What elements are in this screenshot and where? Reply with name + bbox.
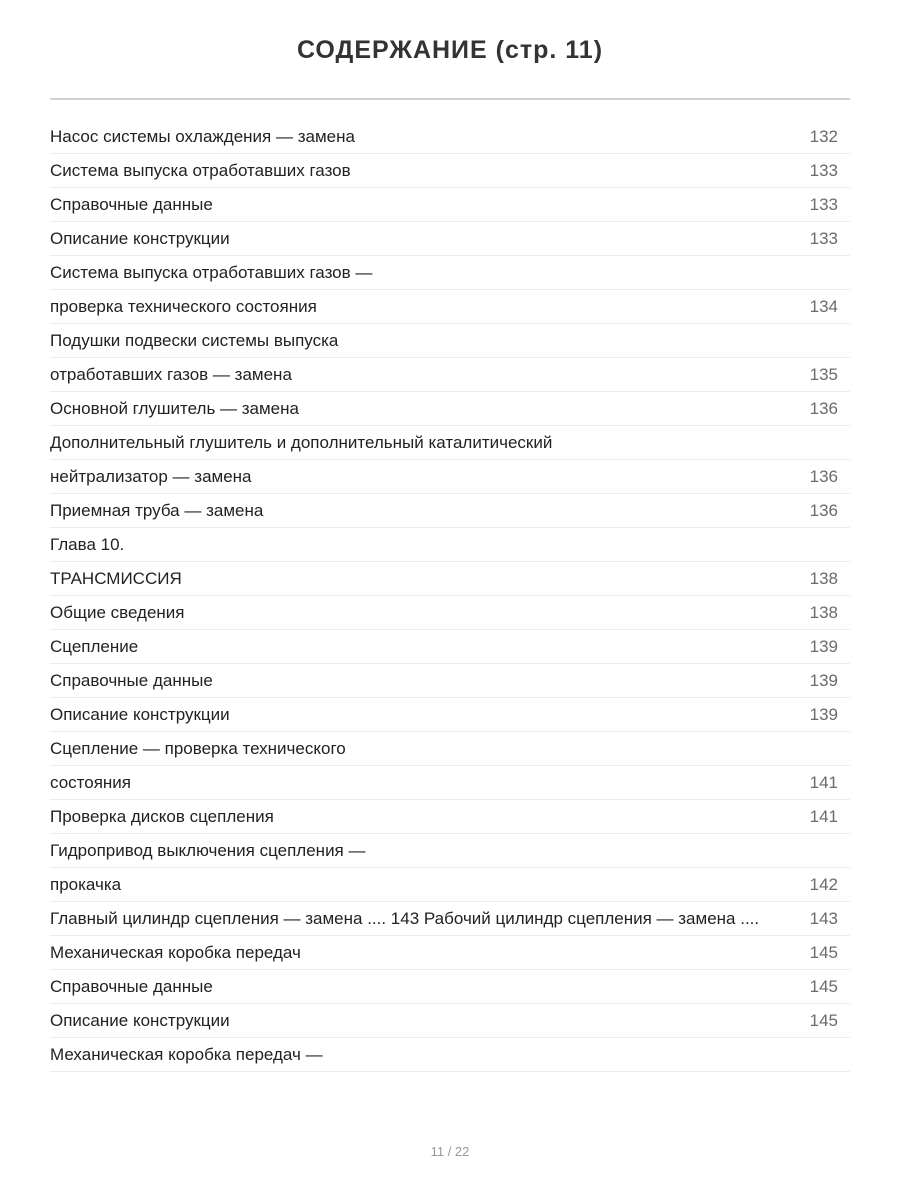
toc-entry (50, 154, 850, 188)
toc-entry-page-number: 133 (809, 194, 838, 214)
toc-entry (50, 1004, 850, 1038)
toc-entry-page-number: 133 (809, 160, 838, 180)
toc-entry (50, 290, 850, 324)
toc-entry (50, 596, 850, 630)
table-of-contents (50, 120, 850, 1072)
toc-entry-page-number: 136 (809, 500, 838, 520)
toc-entry (50, 460, 850, 494)
toc-entry (50, 528, 850, 562)
toc-entry-title: состояния (50, 772, 131, 792)
toc-entry-title: Описание конструкции (50, 1010, 230, 1030)
toc-entry (50, 664, 850, 698)
toc-entry-title: проверка технического состояния (50, 296, 317, 316)
toc-entry (50, 494, 850, 528)
toc-entry-title: Проверка дисков сцепления (50, 806, 274, 826)
toc-entry (50, 936, 850, 970)
toc-entry-page-number: 133 (809, 228, 838, 248)
toc-entry (50, 222, 850, 256)
toc-entry-title: Система выпуска отработавших газов (50, 160, 351, 180)
toc-entry (50, 256, 850, 290)
toc-entry (50, 358, 850, 392)
toc-entry-title: Справочные данные (50, 194, 213, 214)
toc-entry-page-number: 139 (809, 704, 838, 724)
toc-entry-page-number: 145 (809, 1010, 838, 1030)
toc-entry (50, 426, 850, 460)
toc-entry-title: Подушки подвески системы выпуска (50, 330, 339, 350)
toc-entry (50, 120, 850, 154)
toc-entry (50, 392, 850, 426)
toc-entry (50, 970, 850, 1004)
toc-entry (50, 324, 850, 358)
toc-entry-title: Сцепление (50, 636, 139, 656)
toc-entry-title: Приемная труба — замена (50, 500, 264, 520)
toc-entry-page-number: 138 (809, 602, 838, 622)
toc-entry-page-number: 143 (809, 908, 838, 928)
toc-entry-title: Справочные данные (50, 670, 213, 690)
toc-entry-title: Система выпуска отработавших газов — (50, 262, 373, 282)
toc-entry-title: отработавших газов — замена (50, 364, 292, 384)
toc-entry-title: нейтрализатор — замена (50, 466, 252, 486)
title-divider (50, 98, 850, 100)
toc-entry-page-number: 142 (809, 874, 838, 894)
toc-entry-page-number: 136 (809, 466, 838, 486)
toc-entry-title: ТРАНСМИССИЯ (50, 568, 182, 588)
toc-entry-title: Дополнительный глушитель и дополнительный каталитический (50, 432, 553, 452)
toc-entry-page-number: 132 (809, 126, 838, 146)
toc-entry-title: прокачка (50, 874, 122, 894)
toc-entry-page-number: 136 (809, 398, 838, 418)
toc-entry-page-number: 145 (809, 942, 838, 962)
toc-entry (50, 800, 850, 834)
toc-entry (50, 698, 850, 732)
toc-entry-page-number: 141 (809, 772, 838, 792)
toc-entry-page-number: 134 (809, 296, 838, 316)
toc-entry-page-number: 145 (809, 976, 838, 996)
page-number-indicator: 11 / 22 (430, 1144, 470, 1159)
toc-entry-title: Описание конструкции (50, 704, 230, 724)
toc-entry-title: Общие сведения (50, 602, 185, 622)
toc-entry (50, 902, 850, 936)
toc-entry-title: Гидропривод выключения сцепления — (50, 840, 366, 860)
toc-entry-page-number: 139 (809, 636, 838, 656)
toc-entry-title: Описание конструкции (50, 228, 230, 248)
toc-entry (50, 188, 850, 222)
toc-entry-title: Основной глушитель — замена (50, 398, 299, 418)
toc-entry-page-number: 141 (809, 806, 838, 826)
toc-entry-page-number: 138 (809, 568, 838, 588)
toc-entry (50, 868, 850, 902)
toc-entry-title: Насос системы охлаждения — замена (50, 126, 355, 146)
toc-entry-title: Механическая коробка передач (50, 942, 301, 962)
toc-entry-title: Глава 10. (50, 534, 125, 554)
toc-entry (50, 766, 850, 800)
toc-entry (50, 630, 850, 664)
toc-entry-title: Главный цилиндр сцепления — замена .... 143 Рабочий цилиндр сцепления — замена .... (50, 908, 760, 928)
toc-entry (50, 834, 850, 868)
toc-entry-title: Механическая коробка передач — (50, 1044, 323, 1064)
toc-entry-title: Справочные данные (50, 976, 213, 996)
toc-entry (50, 732, 850, 766)
toc-entry (50, 1038, 850, 1072)
page-title: СОДЕРЖАНИЕ (стр. 11) (296, 36, 604, 64)
toc-entry-page-number: 135 (809, 364, 838, 384)
toc-entry (50, 562, 850, 596)
toc-entry-title: Сцепление — проверка технического (50, 738, 346, 758)
toc-entry-page-number: 139 (809, 670, 838, 690)
